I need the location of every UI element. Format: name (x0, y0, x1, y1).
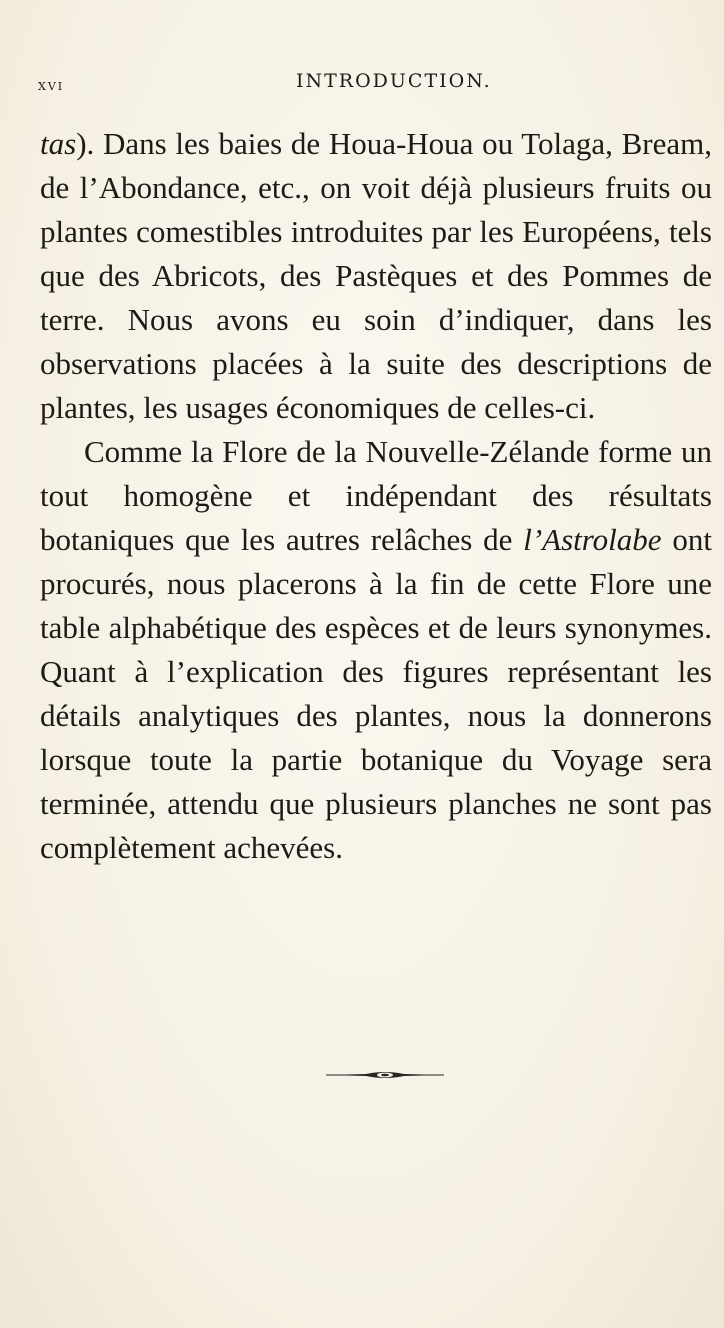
paragraph-1-text: ). Dans les baies de Houa-Houa ou Tolaga, Bream, de l’Abondance, etc., on voit déjà plusieurs fruits ou plantes comestibles introduites par les Européens, tels que des Abricots, des Pastèques et des Pommes de terre. Nous avons eu soin d’indiquer, dans les observations placées à la suite des descriptions de plantes, les usages économiques de celles-ci. (40, 126, 712, 425)
paragraph-2-text-end: ont procurés, nous placerons à la fin de cette Flore une table alphabétique des espèces et de leurs synonymes. Quant à l’explication des figures représentant les détails analytiques des plantes, nous la donnerons lorsque toute la partie botanique du Voyage sera terminée, attendu que plusieurs planches ne sont pas complètement achevées. (40, 522, 712, 865)
page-number: xvi (38, 76, 65, 94)
body-text (40, 122, 712, 870)
paragraph-1-italic-start: tas (40, 126, 77, 161)
ship-name: l’Astrolabe (523, 522, 662, 557)
tailpiece-rule-icon (326, 1068, 444, 1082)
paragraph-1 (40, 122, 712, 430)
paragraph-2-text-start: Comme la Flore de la Nouvelle-Zélande forme un tout homogène et indépendant des résultats botaniques que les autres relâches de (40, 434, 712, 557)
running-title: INTRODUCTION. (296, 70, 492, 92)
paragraph-2 (40, 430, 712, 870)
page-header (38, 68, 708, 98)
